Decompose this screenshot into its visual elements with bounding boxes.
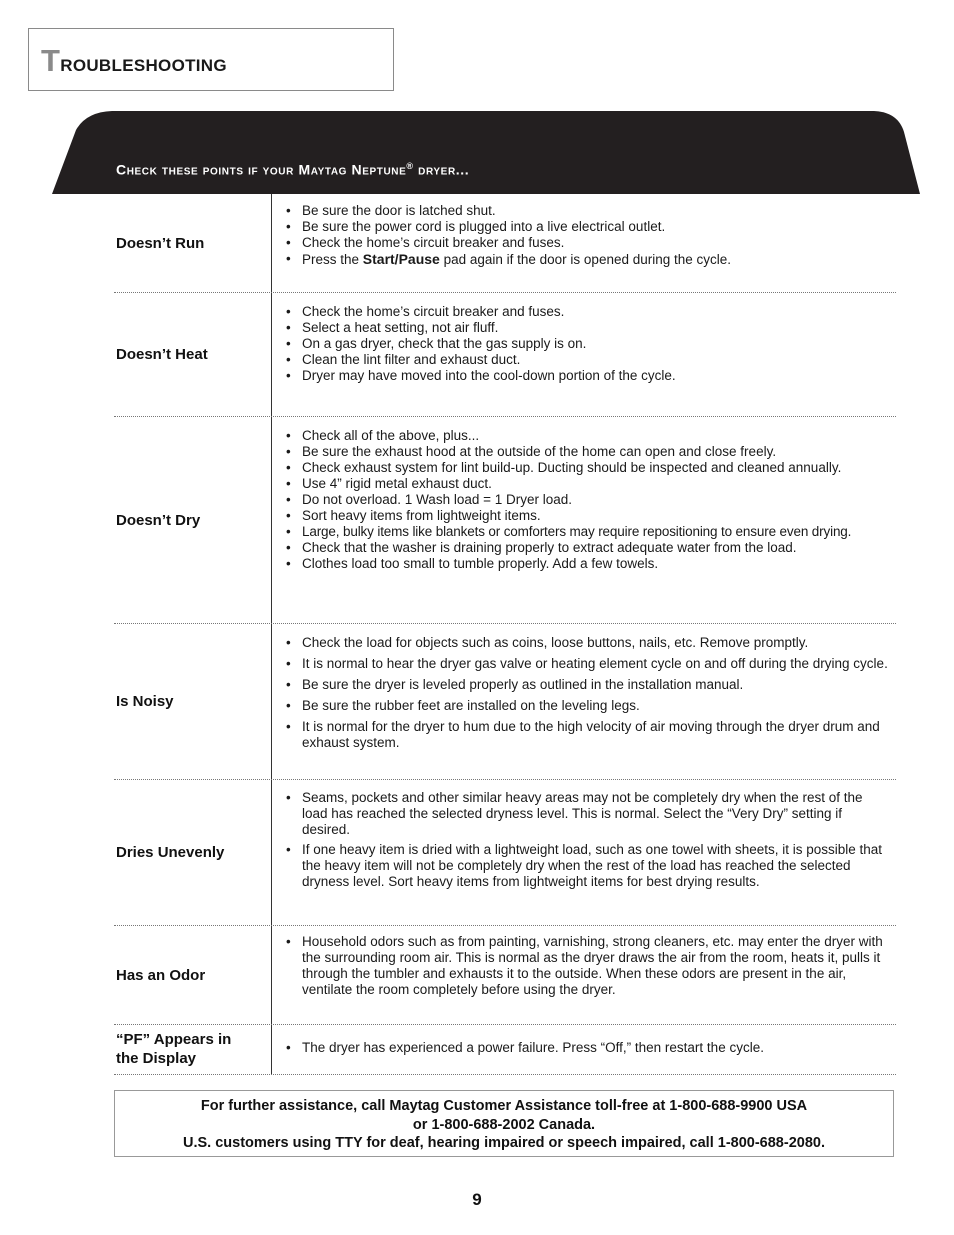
checks-cell xyxy=(272,194,896,292)
list-item: • Be sure the exhaust hood at the outside of the home can open and close freely. xyxy=(272,444,896,460)
checks-cell xyxy=(272,780,896,925)
checklist xyxy=(272,790,896,890)
banner-heading-end: dryer... xyxy=(413,161,470,178)
table-row xyxy=(114,1025,896,1075)
problem-cell xyxy=(114,417,272,623)
problem-label: Dries Unevenly xyxy=(116,844,225,861)
list-item: • Check the home’s circuit breaker and fuses. xyxy=(272,235,896,251)
list-item-prefix: Press the xyxy=(302,252,363,267)
checklist xyxy=(272,1040,896,1056)
table-row xyxy=(114,624,896,780)
checks-cell xyxy=(272,293,896,416)
table-row xyxy=(114,293,896,417)
list-item: • Large, bulky items like blankets or comforters may require repositioning to ensure even drying. xyxy=(272,524,896,540)
list-item: • Select a heat setting, not air fluff. xyxy=(272,320,896,336)
list-item: • Be sure the dryer is leveled properly as outlined in the installation manual. xyxy=(272,677,896,693)
problem-cell xyxy=(114,624,272,779)
list-item: • The dryer has experienced a power failure. Press “Off,” then restart the cycle. xyxy=(272,1040,896,1056)
page-title-box xyxy=(28,28,394,91)
problem-label: Doesn’t Heat xyxy=(116,346,208,363)
table-row xyxy=(114,926,896,1025)
list-item: • Check that the washer is draining properly to extract adequate water from the load. xyxy=(272,540,896,556)
table-row xyxy=(114,194,896,293)
banner-shape xyxy=(52,106,920,194)
section-banner xyxy=(52,106,920,194)
list-item: • Be sure the power cord is plugged into a live electrical outlet. xyxy=(272,219,896,235)
list-item: • Clothes load too small to tumble properly. Add a few towels. xyxy=(272,556,896,572)
problem-cell xyxy=(114,293,272,416)
list-item: • It is normal to hear the dryer gas valve or heating element cycle on and off during the drying cycle. xyxy=(272,656,896,672)
banner-heading xyxy=(116,161,469,178)
checks-cell xyxy=(272,1025,896,1074)
list-item: • On a gas dryer, check that the gas supply is on. xyxy=(272,336,896,352)
page-number: 9 xyxy=(472,1190,482,1209)
list-item: • Be sure the door is latched shut. xyxy=(272,203,896,219)
list-item: • Check the load for objects such as coins, loose buttons, nails, etc. Remove promptly. xyxy=(272,635,896,651)
problem-cell xyxy=(114,926,272,1024)
checklist xyxy=(272,203,896,268)
list-item: • Be sure the rubber feet are installed on the leveling legs. xyxy=(272,698,896,714)
problem-cell xyxy=(114,194,272,292)
assistance-line-3: U.S. customers using TTY for deaf, hearing impaired or speech impaired, call 1-800-688-2080. xyxy=(183,1135,825,1151)
list-item: • Clean the lint filter and exhaust duct. xyxy=(272,352,896,368)
customer-assistance-box xyxy=(114,1090,894,1157)
checks-cell xyxy=(272,926,896,1024)
list-item: • Use 4” rigid metal exhaust duct. xyxy=(272,476,896,492)
problem-cell xyxy=(114,780,272,925)
assistance-line-1: For further assistance, call Maytag Customer Assistance toll-free at 1-800-688-9900 USA xyxy=(200,1098,808,1114)
list-item: • It is normal for the dryer to hum due to the high velocity of air moving through the dryer drum and exhaust system. xyxy=(272,719,896,751)
list-item-suffix: pad again if the door is opened during the cycle. xyxy=(439,252,732,267)
list-item: • Do not overload. 1 Wash load = 1 Dryer load. xyxy=(272,492,896,508)
page-title xyxy=(41,43,227,79)
problem-label: Doesn’t Dry xyxy=(116,511,201,529)
table-row xyxy=(114,417,896,624)
checklist xyxy=(272,635,896,751)
checks-cell xyxy=(272,417,896,623)
list-item: • If one heavy item is dried with a lightweight load, such as one towel with sheets, it is possible that the heavy item will not be completely dry when the rest of the load has reached the selected dryness level. Sort heavy items from lightweight items for best drying results. xyxy=(272,842,896,890)
checks-cell xyxy=(272,624,896,779)
list-item: • Check exhaust system for lint build-up. Ducting should be inspected and cleaned annually. xyxy=(272,460,896,476)
problem-cell xyxy=(114,1025,272,1074)
list-item xyxy=(272,251,896,268)
problem-label: Doesn’t Run xyxy=(116,234,205,252)
problem-label: Has an Odor xyxy=(116,966,206,984)
checklist xyxy=(272,428,896,572)
list-item: • Household odors such as from painting, varnishing, strong cleaners, etc. may enter the dryer with the surrounding room air. This is normal as the dryer draws the air from the room, heats it, pulls it through the tumbler and exhausts it to the outside. When these odors are present in the air, ventilate the room completely before using the dryer. xyxy=(272,934,896,998)
problem-label: Is Noisy xyxy=(116,693,174,710)
checklist xyxy=(272,304,896,384)
list-item: • Seams, pockets and other similar heavy areas may not be completely dry when the rest of the load has reached the selected dryness level. This is normal. Select the “Very Dry” setting if desired. xyxy=(272,790,896,838)
troubleshooting-table xyxy=(114,194,896,1075)
list-item: • Sort heavy items from lightweight items. xyxy=(272,508,896,524)
checklist xyxy=(272,934,896,998)
assistance-line-2: or 1-800-688-2002 Canada. xyxy=(412,1116,596,1133)
banner-heading-main: Check these points if your Maytag Neptune xyxy=(116,161,407,178)
list-item: • Check all of the above, plus... xyxy=(272,428,896,444)
start-pause-label: Start/Pause xyxy=(362,251,440,267)
page-title-rest: roubleshooting xyxy=(60,50,227,77)
problem-label: “PF” Appears in the Display xyxy=(116,1031,232,1067)
list-item: • Dryer may have moved into the cool-down portion of the cycle. xyxy=(272,368,896,384)
list-item: • Check the home’s circuit breaker and fuses. xyxy=(272,304,896,320)
page-title-initial: T xyxy=(41,43,61,78)
table-row xyxy=(114,780,896,926)
registered-mark: ® xyxy=(406,161,414,171)
